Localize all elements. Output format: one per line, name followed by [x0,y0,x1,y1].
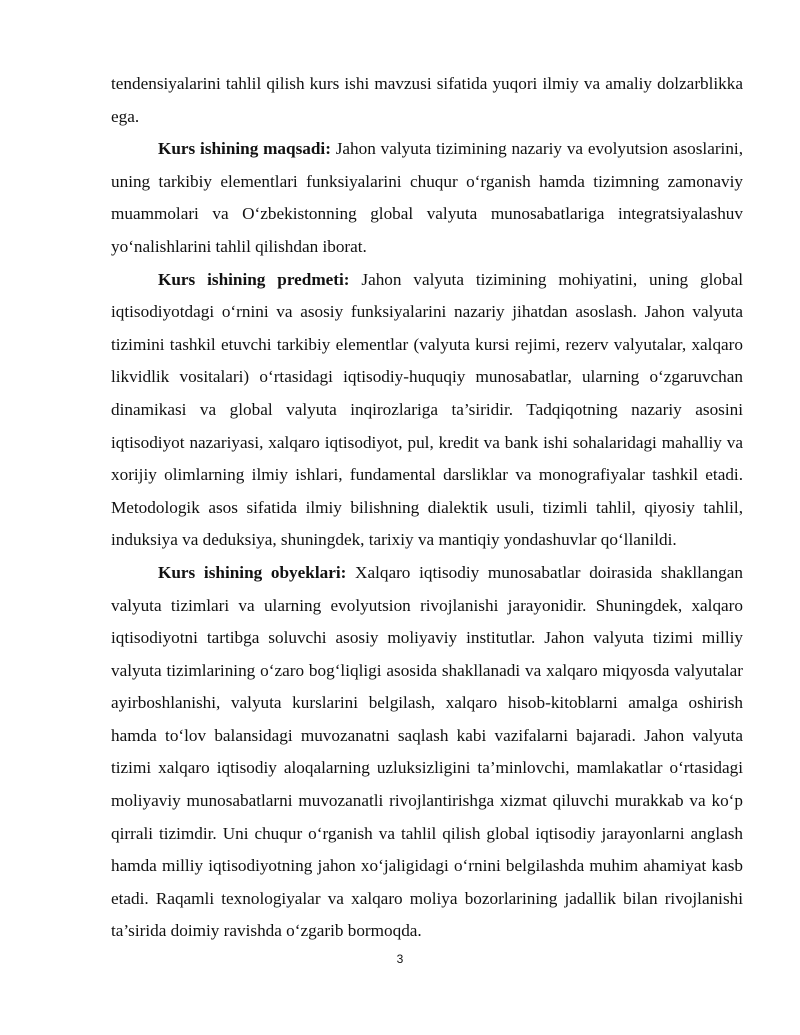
paragraph-text: Jahon valyuta tizimining mohiyatini, uning global iqtisodiyotdagi o‘rnini va asosiy funksiyalarini nazariy jihatdan asoslash. Jahon valyuta tizimini tashkil etuvchi tarkibiy elementlar (valyuta kursi rejimi, rezerv valyutalar, xalqaro likvidlik vositalari) o‘rtasidagi iqtisodiy-huquqiy munosabatlar, ularning o‘zgaruvchan dinamikasi va global valyuta inqirozlariga ta’siridir. Tadqiqotning nazariy asosini iqtisodiyot nazariyasi, xalqaro iqtisodiyot, pul, kredit va bank ishi sohalaridagi mahalliy va xorijiy olimlarning ilmiy ishlari, fundamental darsliklar va monografiyalar tashkil etadi. Metodologik asos sifatida ilmiy bilishning dialektik usuli, tizimli tahlil, qiyosiy tahlil, induksiya va deduksiya, shuningdek, tarixiy va mantiqiy yondashuvlar qo‘llanildi. [111,269,743,550]
paragraph-text: tendensiyalarini tahlil qilish kurs ishi mavzusi sifatida yuqori ilmiy va amaliy dolzarblikka ega. [111,74,743,126]
page-number: 3 [396,952,404,966]
paragraph-subject [111,264,743,557]
paragraph-lead: Kurs ishining predmeti: [158,269,350,289]
paragraph-text: Xalqaro iqtisodiy munosabatlar doirasida shakllangan valyuta tizimlari va ularning evolyutsion rivojlanishi jarayonidir. Shuningdek, xalqaro iqtisodiyotni tartibga soluvchi asosiy moliyaviy institutlar. Jahon valyuta tizimi milliy valyuta tizimlarining o‘zaro bog‘liqligi asosida shakllanadi va xalqaro miqyosda valyutalar ayirboshlanishi, valyuta kurslarini belgilash, xalqaro hisob-kitoblarni amalga oshirish hamda to‘lov balansidagi muvozanatni saqlash kabi vazifalarni bajaradi. Jahon valyuta tizimi xalqaro iqtisodiy aloqalarning uzluksizligini ta’minlovchi, mamlakatlar o‘rtasidagi moliyaviy munosabatlarni muvozanatli rivojlantirishga xizmat qiluvchi murakkab va ko‘p qirrali tizimdir. Uni chuqur o‘rganish va tahlil qilish global iqtisodiy jarayonlarni anglash hamda milliy iqtisodiyotning jahon xo‘jaligidagi o‘rnini belgilashda muhim ahamiyat kasb etadi. Raqamli texnologiyalar va xalqaro moliya bozorlarining jadallik bilan rivojlanishi ta’sirida doimiy ravishda o‘zgarib bormoqda. [111,562,743,941]
paragraph-lead: Kurs ishining maqsadi: [158,139,331,159]
paragraph-objects [111,557,743,948]
paragraph-lead: Kurs ishining obyeklari: [158,562,347,582]
paragraph-text: Jahon valyuta tizimining nazariy va evolyutsion asoslarini, uning tarkibiy elementlari funksiyalarini chuqur o‘rganish hamda tizimning zamonaviy muammolari va O‘zbekistonning global valyuta munosabatlariga integratsiyalashuv yo‘nalishlarini tahlil qilishdan iborat. [111,139,744,256]
document-body [111,68,743,948]
paragraph-continuation [111,68,743,133]
paragraph-goal [111,133,743,263]
